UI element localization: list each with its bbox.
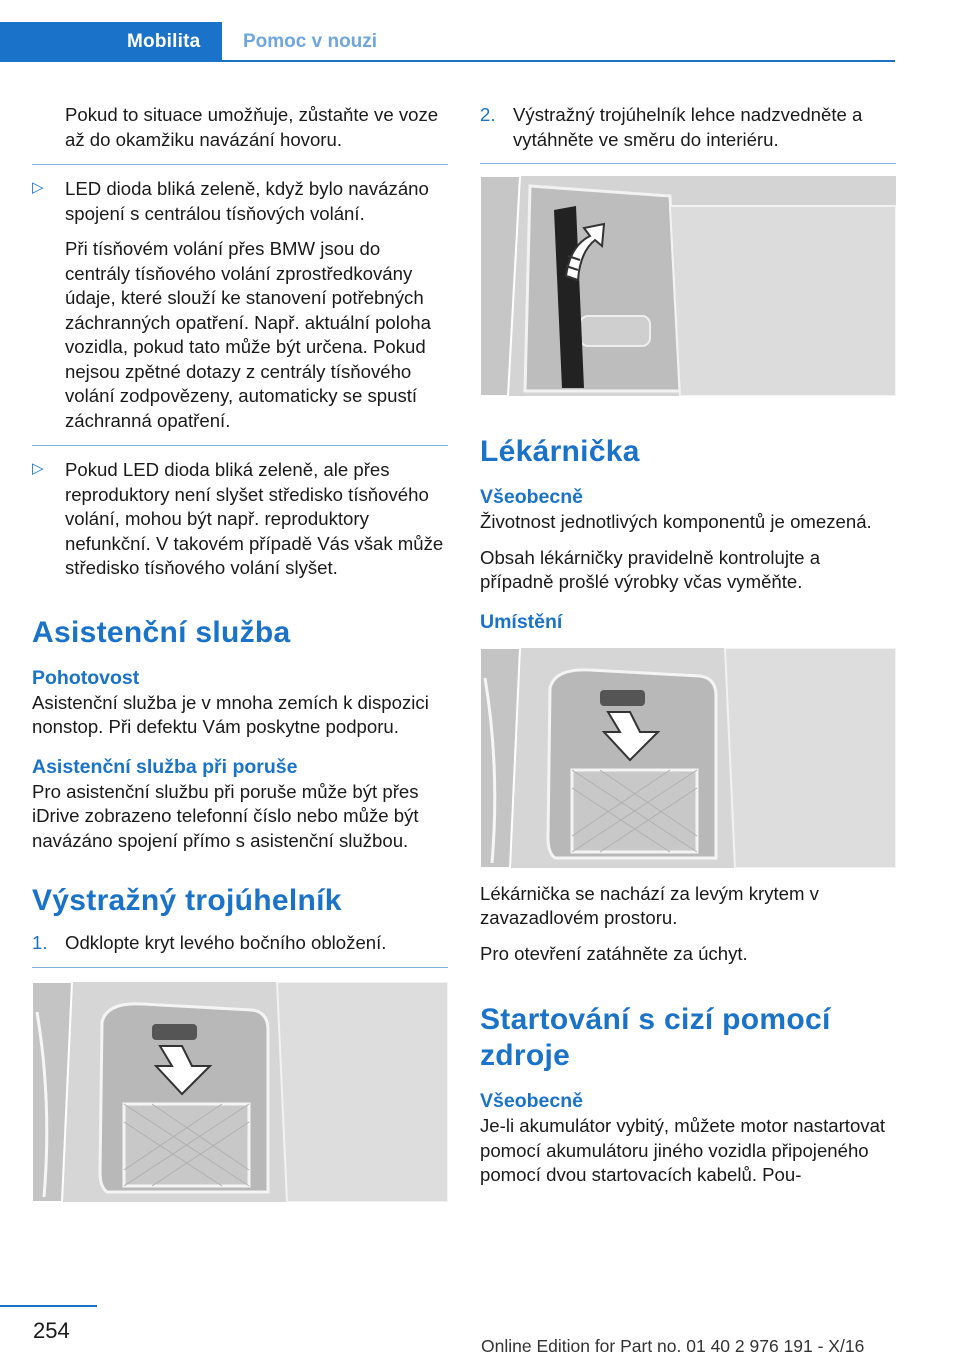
step-item xyxy=(480,103,896,152)
heading-first-aid: Lékárnička xyxy=(480,435,640,468)
step-text: Odklopte kryt levého bočního obložení. xyxy=(65,932,387,953)
edition-note: Online Edition for Part no. 01 40 2 976 191 - X/16 xyxy=(481,1336,865,1356)
subheading-general-2: Všeobecně xyxy=(480,1090,583,1112)
heading-warning-triangle: Výstražný trojúhelník xyxy=(32,884,342,917)
step-text: Výstražný trojúhelník lehce nadzvedněte a vytáhněte ve směru do interiéru. xyxy=(513,104,863,150)
bullet-text: LED dioda bliká zeleně, když bylo navázáno spojení s centrálou tísňových volání. xyxy=(65,178,429,224)
paragraph-general-1: Životnost jednotlivých komponentů je omezená. xyxy=(480,511,872,532)
page-number: 254 xyxy=(33,1318,70,1343)
heading-jump-start: Startování s cizí pomocí zdroje xyxy=(480,1003,831,1072)
step-number: 1. xyxy=(32,932,48,953)
paragraph-general-2: Obsah lékárničky pravidelně kontrolujte a případně prošlé výrobky včas vyměňte. xyxy=(480,546,821,592)
step-item xyxy=(32,931,448,956)
step-number: 2. xyxy=(480,104,496,125)
warning-triangle-illustration xyxy=(480,176,896,396)
paragraph-location-2: Pro otevření zatáhněte za úchyt. xyxy=(480,942,748,964)
list-item xyxy=(32,458,448,581)
heading-assistance: Asistenční služba xyxy=(32,615,291,649)
figure-first-aid xyxy=(480,648,896,868)
paragraph-breakdown: Pro asistenční službu při poruše může být přes iDrive zobrazeno telefonní číslo nebo může být navázáno spojení přímo s asistenční službou. xyxy=(32,780,419,851)
tab-pomoc-v-nouzi[interactable]: Pomoc v nouzi xyxy=(243,31,378,52)
paragraph-availability: Asistenční služba je v mnoha zemích k dispozici nonstop. Při defektu Vám poskytne podporu. xyxy=(32,691,429,737)
trunk-side-panel-illustration xyxy=(32,982,448,1202)
subheading-breakdown: Asistenční služba při poruše xyxy=(32,755,298,778)
paragraph-jump-start: Je-li akumulátor vybitý, můžete motor nastartovat pomocí akumulátoru jiného vozidla připojeného pomocí dvou startovacích kabelů. Pou- xyxy=(480,1115,886,1185)
paragraph-continuation: Pokud to situace umožňuje, zůstaňte ve voze až do okamžiku navázání hovoru. xyxy=(65,104,439,150)
divider xyxy=(32,445,448,446)
triangle-bullet-icon: ▷ xyxy=(32,179,44,196)
divider xyxy=(32,967,448,968)
right-column xyxy=(480,103,896,1199)
bullet-text: Při tísňovém volání přes BMW jsou do centrály tísňového volání zprostředkovány údaje, které slouží ke stanovení potřebných záchranných opatření. Např. aktuální poloha vozidla, pokud tato může být určena. Pokud nejsou zpětné dotazy z centrály tísňového volání zodpovězeny, automaticky se spustí záchranná opatření. xyxy=(65,238,431,431)
footer-rule xyxy=(0,1305,97,1307)
left-column xyxy=(32,103,448,1202)
divider xyxy=(480,163,896,164)
subheading-general: Všeobecně xyxy=(480,486,583,508)
list-item xyxy=(32,177,448,433)
subheading-availability: Pohotovost xyxy=(32,666,140,689)
divider xyxy=(32,164,448,165)
figure-warning-triangle xyxy=(480,176,896,396)
figure-side-panel xyxy=(32,982,448,1202)
triangle-bullet-icon: ▷ xyxy=(32,460,44,477)
first-aid-kit-illustration xyxy=(480,648,896,868)
subheading-location: Umístění xyxy=(480,610,563,633)
paragraph-location-1: Lékárnička se nachází za levým krytem v zavazadlovém prostoru. xyxy=(480,882,819,928)
tab-mobilita[interactable]: Mobilita xyxy=(0,22,222,62)
bullet-text: Pokud LED dioda bliká zeleně, ale přes reproduktory není slyšet středisko tísňového volání, mohou být např. reproduktory nefunkční. V takovém případě Vás však může středisko tísňového volání slyšet. xyxy=(65,459,444,578)
